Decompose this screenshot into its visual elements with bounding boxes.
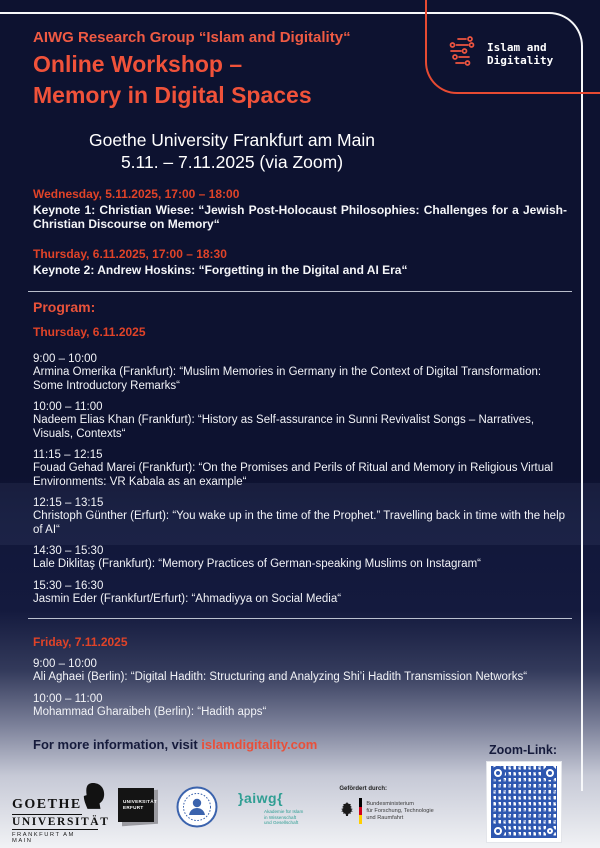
goethe-wordmark: GOETHE xyxy=(12,797,82,815)
info-prefix: For more information, visit xyxy=(33,737,202,752)
session-time: 10:00 – 11:00 xyxy=(33,401,103,413)
session-time: 11:15 – 12:15 xyxy=(33,449,103,461)
circuit-brain-icon xyxy=(447,36,477,72)
session-time: 9:00 – 10:00 xyxy=(33,658,97,670)
erfurt-line-2: ERFURT xyxy=(123,804,144,810)
federal-eagle-icon xyxy=(339,800,355,823)
aiwg-wordmark: }aiwg{ xyxy=(238,790,284,806)
brand-name xyxy=(487,41,553,67)
title-line-2: Memory in Digital Spaces xyxy=(33,82,312,108)
venue-block xyxy=(0,130,464,173)
venue-line-1: Goethe University Frankfurt am Main xyxy=(89,130,375,150)
session-desc: Fouad Gehad Marei (Frankfurt): “On the Promises and Perils of Ritual and Memory in Religious Virtual Environments: VR Kabala as an example“ xyxy=(33,462,554,488)
erfurt-logo-square xyxy=(118,788,157,822)
keynote-2-date: Thursday, 6.11.2025, 17:00 – 18:30 xyxy=(33,247,227,261)
funded-by-label: Gefördert durch: xyxy=(339,786,387,792)
more-info-line xyxy=(33,737,317,752)
program-heading: Program: xyxy=(33,299,96,315)
divider-line xyxy=(28,618,572,619)
islamdigitality-link[interactable]: islamdigitality.com xyxy=(201,737,318,752)
aiwg-subtitle xyxy=(264,809,303,826)
qr-finder-icon xyxy=(545,826,555,836)
session-desc: Christoph Günther (Erfurt): “You wake up in the time of the Prophet.” Travelling back in time with the help of AI“ xyxy=(33,510,566,536)
keynote-2 xyxy=(33,247,567,278)
day-1-date: Thursday, 6.11.2025 xyxy=(33,325,146,339)
divider-line xyxy=(28,291,572,292)
poster-title xyxy=(33,49,312,111)
zoom-link-label: Zoom-Link: xyxy=(489,743,558,757)
goethe-university-logo xyxy=(12,782,110,844)
program-day-1 xyxy=(33,352,570,613)
session xyxy=(33,448,570,489)
bmbf-line-3: und Raumfahrt xyxy=(366,814,404,821)
session xyxy=(33,544,570,572)
session-desc: Nadeem Elias Khan (Frankfurt): “History as Self-assurance in Sunni Revivalist Songs – Narratives, Visuals, Contexts“ xyxy=(33,414,535,440)
keynote-1 xyxy=(33,187,567,232)
session-desc: Lale Diklitaş (Frankfurt): “Memory Practices of German-speaking Muslims on Instagram“ xyxy=(33,558,481,570)
session-time: 14:30 – 15:30 xyxy=(33,545,104,557)
session-time: 15:30 – 16:30 xyxy=(33,579,104,592)
partner-logos xyxy=(12,782,434,844)
qr-finder-icon xyxy=(543,766,557,780)
qr-finder-icon xyxy=(491,824,505,838)
keynote-2-text: Keynote 2: Andrew Hoskins: “Forgetting in the Digital and AI Era“ xyxy=(33,263,408,277)
day-2-date: Friday, 7.11.2025 xyxy=(33,635,128,649)
venue-line-2: 5.11. – 7.11.2025 (via Zoom) xyxy=(120,151,344,172)
brand-line-1: Islam and xyxy=(487,41,547,54)
goethe-city: FRANKFURT AM MAIN xyxy=(12,832,75,844)
brand-line-2: Digitality xyxy=(487,54,554,67)
session-time: 12:15 – 13:15 xyxy=(33,497,104,509)
erfurt-line-1: UNIVERSITÄT xyxy=(123,799,157,804)
session-time: 9:00 – 10:00 xyxy=(33,353,97,365)
session xyxy=(33,400,570,441)
bmbf-line-2: für Forschung, Technologie xyxy=(366,807,434,814)
aiwg-logo xyxy=(238,790,303,826)
aiwg-sub-1: Akademie für Islam xyxy=(264,809,304,814)
session xyxy=(33,692,570,720)
islam-digitality-logo xyxy=(447,36,553,72)
zoom-link-block xyxy=(487,743,567,842)
session xyxy=(33,496,570,537)
bmbf-name xyxy=(366,801,433,822)
session-desc: Armina Omerika (Frankfurt): “Muslim Memories in Germany in the Context of Digital Transformation: Some Introductory Remarks“ xyxy=(33,366,542,392)
kicker-text: AIWG Research Group “Islam and Digitality“ xyxy=(33,29,351,46)
qr-finder-icon xyxy=(491,766,505,780)
session xyxy=(33,352,570,393)
aiwg-sub-3: und Gesellschaft xyxy=(264,820,299,826)
bmbf-line-1: Bundesministerium xyxy=(366,800,414,807)
qr-code xyxy=(487,762,561,842)
title-line-1: Online Workshop – xyxy=(33,51,243,77)
program-day-2 xyxy=(33,657,570,726)
session-desc: Ali Aghaei (Berlin): “Digital Hadith: Structuring and Analyzing Shi’i Hadith Transmission Networks“ xyxy=(33,671,528,683)
bmbf-logo xyxy=(339,786,433,824)
german-flag-stripe-icon xyxy=(359,798,362,824)
goethe-portrait-icon xyxy=(82,782,106,815)
session xyxy=(33,657,570,685)
keynote-1-date: Wednesday, 5.11.2025, 17:00 – 18:00 xyxy=(33,187,240,201)
keynote-1-text: Keynote 1: Christian Wiese: “Jewish Post-Holocaust Philosophies: Challenges for a Jewish-Christian Discourse on Memory“ xyxy=(33,203,567,231)
goethe-universitaet: UNIVERSITÄT xyxy=(12,816,110,828)
session xyxy=(33,579,570,607)
university-erfurt-logo xyxy=(118,788,156,824)
session-desc: Mohammad Gharaibeh (Berlin): “Hadith apps“ xyxy=(33,705,267,718)
aiwg-sub-2: in Wissenschaft xyxy=(264,814,297,820)
session-time: 10:00 – 11:00 xyxy=(33,692,103,705)
session-desc: Jasmin Eder (Frankfurt/Erfurt): “Ahmadiyya on Social Media“ xyxy=(33,592,342,605)
humboldt-university-seal xyxy=(176,786,218,828)
